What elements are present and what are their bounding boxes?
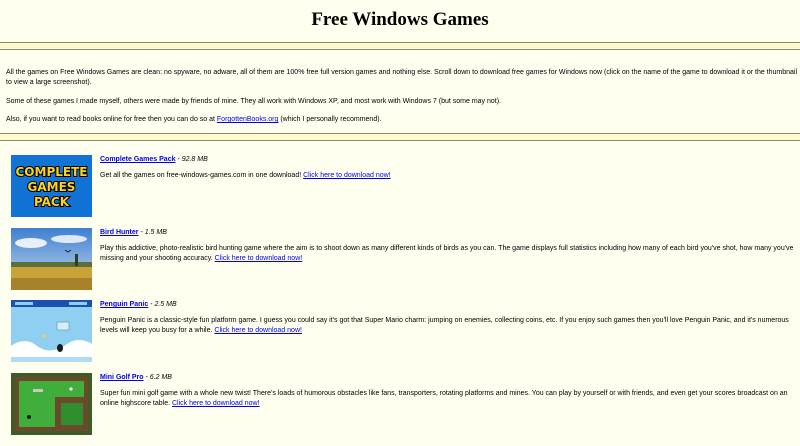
game-title-link[interactable]: Penguin Panic <box>100 301 149 308</box>
download-link[interactable]: Click here to download now! <box>214 255 303 262</box>
intro-section <box>6 68 798 134</box>
game-title-link[interactable]: Mini Golf Pro <box>100 374 144 381</box>
file-size: - 2.5 MB <box>148 301 177 308</box>
game-title-link[interactable]: Complete Games Pack <box>100 156 176 163</box>
intro-text: (which I personally recommend). <box>278 116 382 123</box>
game-description: Penguin Panic is a classic-style fun platform game. I guess you could say it's got that Super Mario charm: jumping on enemies, collecting coins, etc. If you enjoy such games then you'll love Penguin Panic, and it's numerous levels will keep you busy for a while. <box>100 317 789 334</box>
game-description: Get all the games on free-windows-games.com in one download! <box>100 172 304 179</box>
forgottenbooks-link[interactable]: ForgottenBooks.org <box>216 116 279 123</box>
game-info <box>100 300 795 336</box>
game-info <box>100 228 795 264</box>
intro-paragraph: All the games on Free Windows Games are clean: no spyware, no adware, all of them are 100% free full version games and nothing else. Scroll down to download free games for Windows now (click on the name of the game to download it or the thumbnail to view a large screenshot). <box>6 69 798 86</box>
header-divider <box>0 42 800 50</box>
svg-text:GAMES: GAMES <box>27 180 76 194</box>
file-size: - 92.8 MB <box>175 156 208 163</box>
download-link[interactable]: Click here to download now! <box>303 172 391 179</box>
intro-paragraph: Some of these games I made myself, others were made by friends of mine. They all work with Windows XP, and most work with Windows 7 (but some may not). <box>6 97 501 105</box>
penguin-panic-thumbnail[interactable] <box>11 300 92 362</box>
svg-text:COMPLETE: COMPLETE <box>15 165 88 179</box>
complete-games-pack-image <box>11 155 92 217</box>
game-title-link[interactable]: Bird Hunter <box>100 229 139 236</box>
penguin-panic-image <box>11 300 92 362</box>
page-title: Free Windows Games <box>311 9 489 30</box>
game-description: Play this addictive, photo-realistic bird hunting game where the aim is to shoot down as many different kinds of birds as you can. The game displays full statistics including how many of each bird you've shot, how many you've missing and your shooting accuracy. <box>100 245 794 262</box>
file-size: - 6.2 MB <box>143 374 172 381</box>
mini-golf-pro-image <box>11 373 92 435</box>
game-info <box>100 155 795 181</box>
download-link[interactable]: Click here to download now! <box>172 400 260 407</box>
svg-text:PACK: PACK <box>33 195 70 209</box>
mini-golf-pro-thumbnail[interactable] <box>11 373 92 435</box>
bird-hunter-thumbnail[interactable] <box>11 228 92 290</box>
intro-paragraph <box>6 115 798 125</box>
bird-hunter-image <box>11 228 92 290</box>
section-divider <box>0 133 800 141</box>
game-description: Super fun mini golf game with a whole new twist! There's loads of humorous obstacles like fans, transporters, rotating platforms and mines. You can play by yourself or with friends, and even get your scores broadcast on an online highscore table. <box>100 390 788 407</box>
complete-games-pack-thumbnail[interactable] <box>11 155 92 217</box>
intro-text: Also, if you want to read books online for free then you can do so at <box>6 116 217 123</box>
download-link[interactable]: Click here to download now! <box>214 327 302 334</box>
game-info <box>100 373 795 409</box>
file-size: - 1.5 MB <box>138 229 167 236</box>
